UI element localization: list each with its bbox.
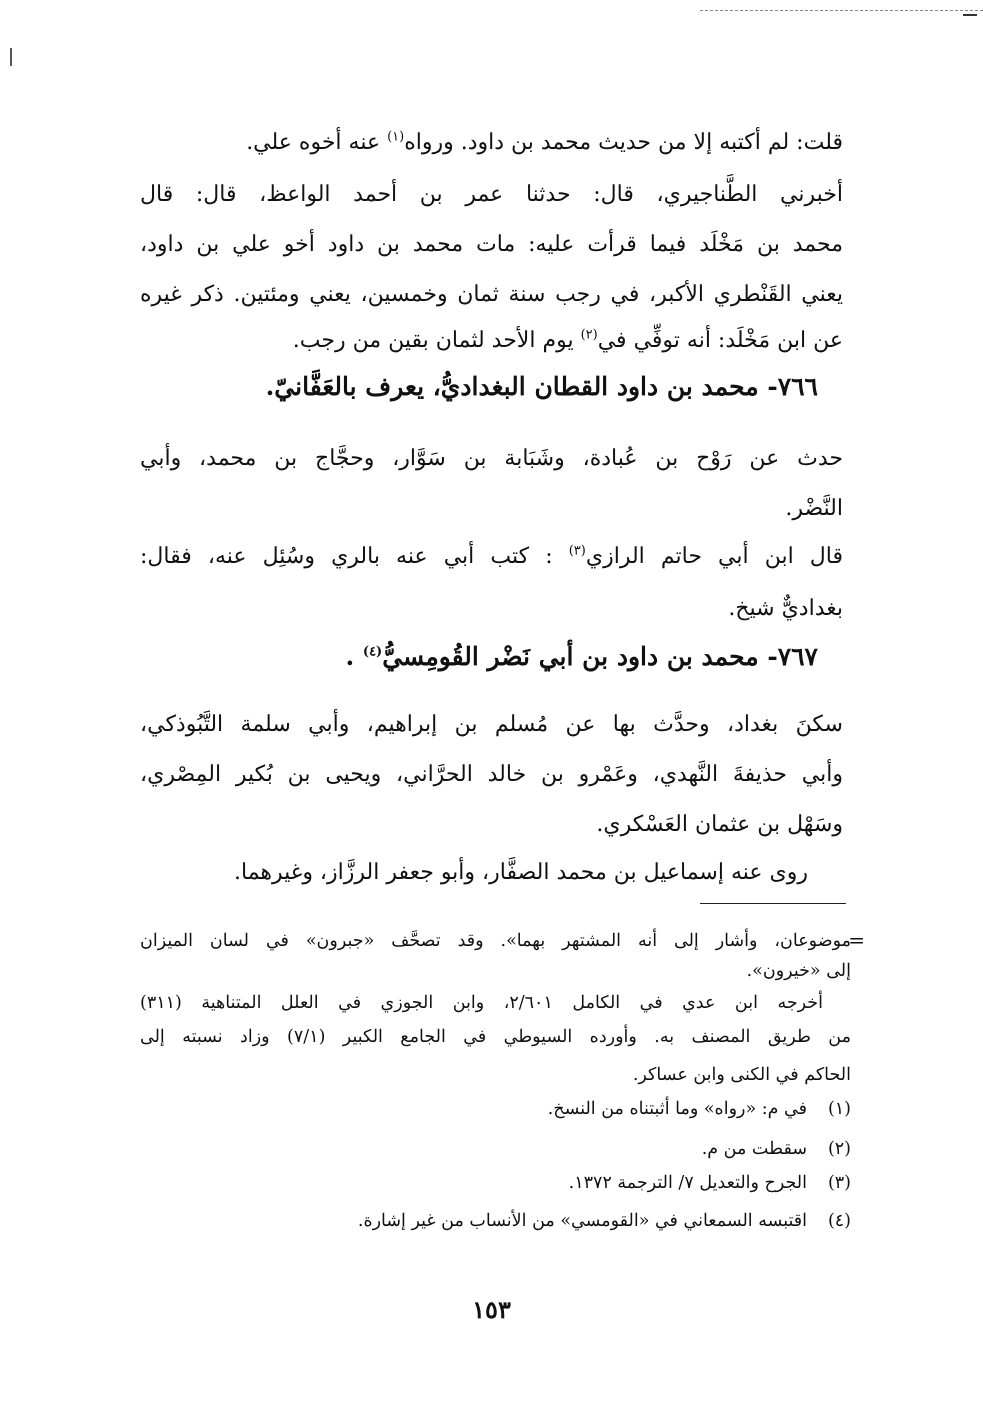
entry-heading [345,640,818,674]
paragraph-line: بغداديٌّ شيخ. [728,596,843,621]
footnote-ref: (٤) [362,644,383,660]
paragraph-line [140,542,843,572]
heading-text: ٧٦٧- محمد بن داود بن أبي نَضْر القُومِسيُّ [382,642,818,671]
footnote-ref: (٢) [580,327,598,343]
footnote-number: (٤) [827,1211,851,1231]
text-run: عنه أخوه علي. [246,130,388,155]
footnote-line: من طريق المصنف به. وأورده السيوطي في الجامع الكبير (٧/١) وزاد نسبته إلى [140,1027,851,1047]
margin-mark [10,48,12,66]
footnote-ref: (٣) [568,543,586,559]
text-run: يوم الأحد لثمان بقين من رجب. [292,328,581,353]
footnote-number: (٣) [827,1173,851,1193]
footnote-number: (١) [827,1099,851,1119]
footnote-item [548,1096,851,1122]
top-scan-rule [700,10,983,11]
continuation-mark: = [848,928,865,952]
heading-text: . [345,642,363,671]
text-run: عن ابن مَخْلَد: أنه توفِّي في [597,328,843,353]
footnote-text: في م: «رواه» وما أثبتناه من النسخ. [547,1099,807,1119]
entry-heading: ٧٦٦- محمد بن داود القطان البغداديُّ، يعرف بالعَفَّانيّ. [265,372,818,401]
paragraph-line: محمد بن مَخْلَد فيما قرأت عليه: مات محمد بن داود أخو علي بن داود، [140,232,843,257]
footnote-ref: (١) [387,129,405,145]
page-number: ١٥٣ [472,1295,511,1324]
paragraph-line [140,128,843,158]
footnote-item [358,1208,851,1234]
footnote-line: إلى «خيرون». [746,961,851,981]
footnote-item [569,1170,851,1196]
footnote-line: موضوعان، وأشار إلى أنه المشتهر بهما». وقد تصحَّف «جبرون» في لسان الميزان [140,931,851,951]
paragraph-line: النَّضْر. [785,496,843,521]
footnote-text: اقتبسه السمعاني في «القومسي» من الأنساب من غير إشارة. [357,1211,807,1231]
footnote-number: (٢) [827,1139,851,1159]
paragraph-line [140,326,843,356]
paragraph-line: أخبرني الطَّناجيري، قال: حدثنا عمر بن أحمد الواعظ، قال: قال [140,182,843,207]
text-run: : كتب أبي عنه بالري وسُئِل عنه، فقال: [140,544,569,569]
footnote-text: سقطت من م. [701,1139,807,1159]
footnote-text: الجرح والتعديل ٧/ الترجمة ١٣٧٢. [568,1173,807,1193]
paragraph-line: وسَهْل بن عثمان العَسْكري. [596,812,843,837]
paragraph-line: سكنَ بغداد، وحدَّث بها عن مُسلم بن إبراهيم، وأبي سلمة التَّبُوذكي، [140,712,843,737]
text-run: قلت: لم أكتبه إلا من حديث محمد بن داود. ورواه [404,130,843,155]
footnote-line: الحاكم في الكنى وابن عساكر. [632,1065,851,1085]
footnote-line: أخرجه ابن عدي في الكامل ٢/٦٠١، وابن الجوزي في العلل المتناهية (٣١١) [140,993,823,1013]
footnote-divider [700,903,846,904]
paragraph-line: روى عنه إسماعيل بن محمد الصفَّار، وأبو جعفر الرزَّاز، وغيرهما. [234,860,808,885]
text-run: قال ابن أبي حاتم الرازي [585,544,843,569]
paragraph-line: وأبي حذيفةَ النَّهدي، وعَمْرو بن خالد الحرَّاني، ويحيى بن بُكير المِصْري، [140,762,843,787]
footnote-item [702,1136,851,1162]
paragraph-line: يعني القَنْطري الأكبر، في رجب سنة ثمان وخمسين، يعني ومئتين. ذكر غيره [140,282,843,307]
corner-mark [963,14,977,30]
paragraph-line: حدث عن رَوْح بن عُبادة، وشَبَابة بن سَوَّار، وحجَّاج بن محمد، وأبي [140,446,843,471]
